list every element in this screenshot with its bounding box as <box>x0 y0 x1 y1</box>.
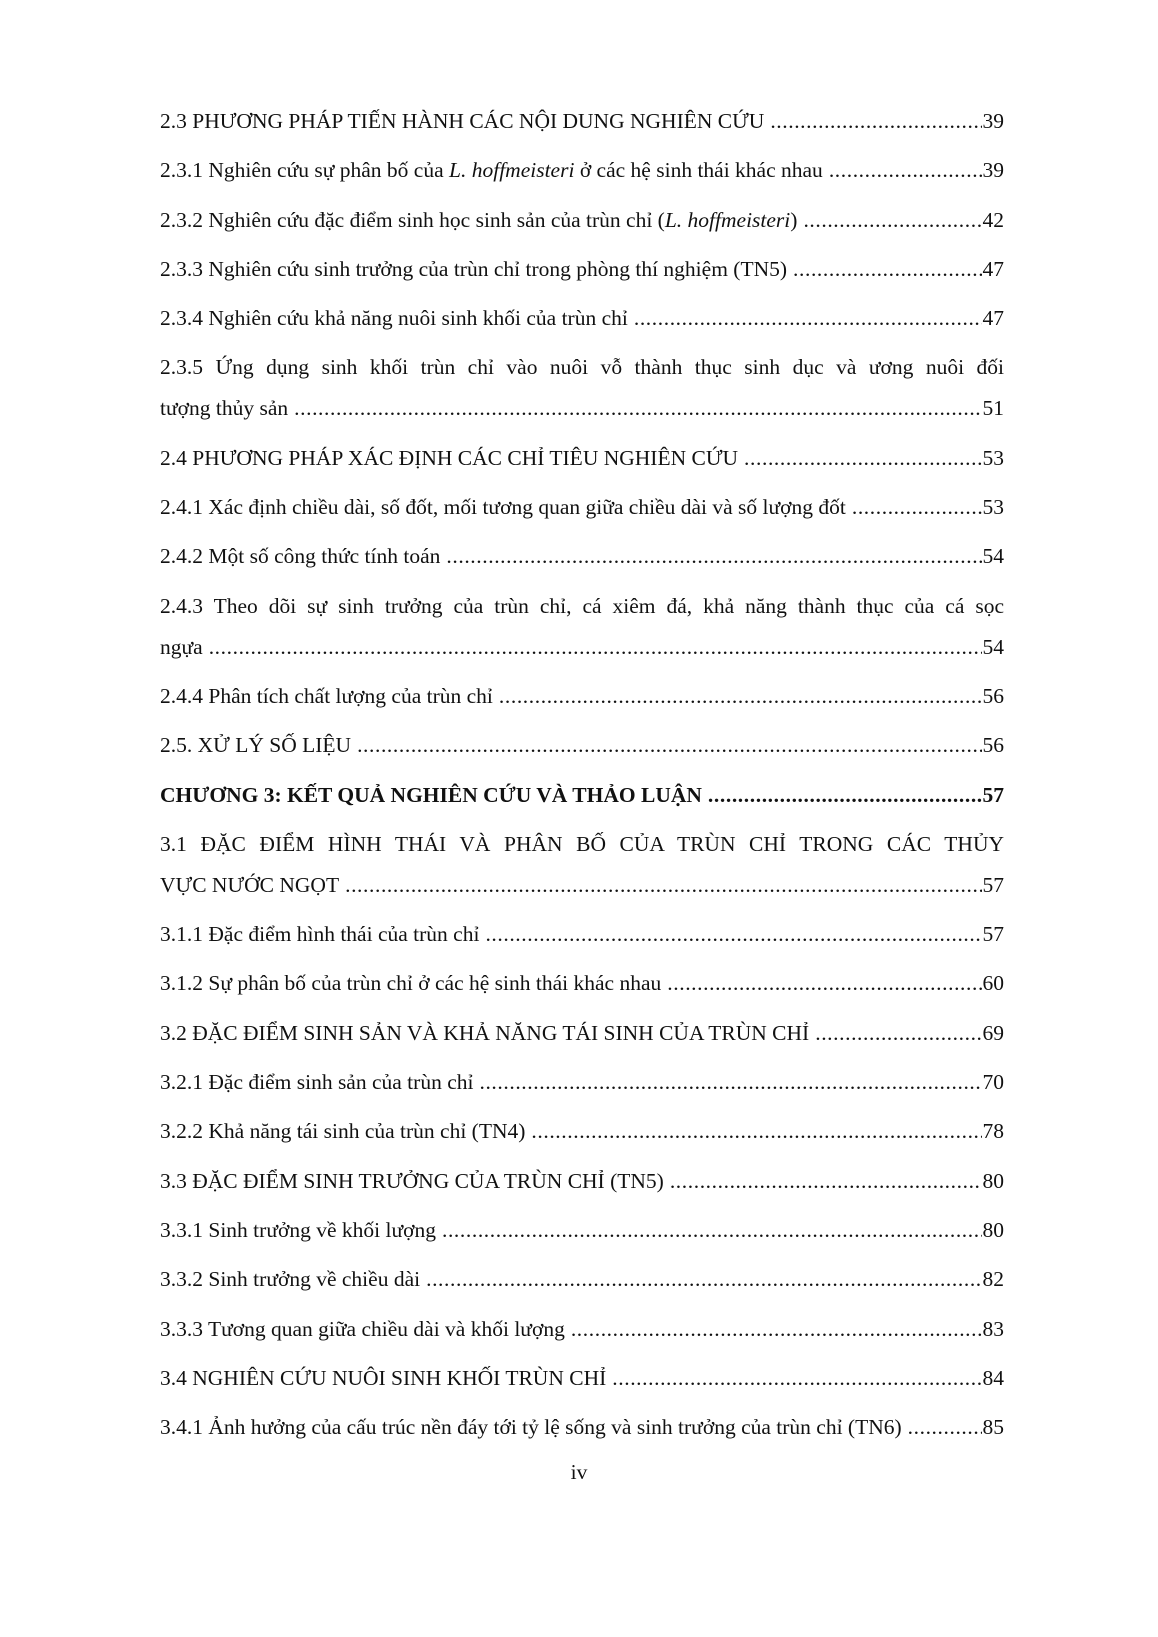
dot-leader <box>770 101 981 142</box>
dot-leader <box>803 200 981 241</box>
toc-entry-title <box>160 150 823 191</box>
toc-entry[interactable] <box>160 586 1004 668</box>
toc-page-number: 78 <box>982 1119 1004 1144</box>
toc-entry-title <box>160 725 351 766</box>
dot-leader <box>499 676 982 717</box>
title-text: 2.3.2 Nghiên cứu đặc điểm sinh học sinh sản của trùn chỉ ( <box>160 207 665 232</box>
toc-entry-title <box>160 627 203 668</box>
title-text: 3.3.3 Tương quan giữa chiều dài và khối lượng <box>160 1316 565 1341</box>
toc-entry-title-line: 2.3.5 Ứng dụng sinh khối trùn chỉ vào nuôi vỗ thành thục sinh dục và ương nuôi đối <box>160 355 1004 380</box>
title-text: tượng thủy sản <box>160 396 289 421</box>
toc-entry[interactable] <box>160 1111 1004 1152</box>
toc-entry-title <box>160 963 661 1004</box>
title-text: 3.2.2 Khả năng tái sinh của trùn chỉ (TN4) <box>160 1119 526 1144</box>
toc-page-number: 60 <box>982 971 1004 996</box>
toc-entry[interactable] <box>160 1407 1004 1448</box>
toc-entry[interactable] <box>160 1013 1004 1054</box>
toc-entry[interactable] <box>160 1309 1004 1350</box>
toc-entry[interactable] <box>160 824 1004 906</box>
toc-entry-title <box>160 865 339 906</box>
title-text: 2.3.3 Nghiên cứu sinh trưởng của trùn chỉ trong phòng thí nghiệm (TN5) <box>160 256 788 281</box>
title-text: CHƯƠNG 3: KẾT QUẢ NGHIÊN CỨU VÀ THẢO LUẬN <box>160 782 702 807</box>
title-text: VỰC NƯỚC NGỌT <box>160 872 340 897</box>
dot-leader <box>357 725 981 766</box>
toc-entry[interactable] <box>160 298 1004 339</box>
toc-entry[interactable] <box>160 1259 1004 1300</box>
title-text: 2.5. XỬ LÝ SỐ LIỆU <box>160 733 352 758</box>
toc-entry-title <box>160 1358 606 1399</box>
toc-page-number: 39 <box>982 158 1004 183</box>
toc-entry-title <box>160 775 702 816</box>
title-text: 2.3 PHƯƠNG PHÁP TIẾN HÀNH CÁC NỘI DUNG NGHIÊN CỨU <box>160 109 765 133</box>
dot-leader <box>670 1161 982 1202</box>
toc-entry-title <box>160 487 846 528</box>
toc-entry[interactable] <box>160 1161 1004 1202</box>
title-text: 2.4.2 Một số công thức tính toán <box>160 544 441 569</box>
toc-entry[interactable] <box>160 101 1004 142</box>
toc-entry-title <box>160 249 787 290</box>
toc-entry[interactable] <box>160 150 1004 191</box>
dot-leader <box>294 388 981 429</box>
toc-entry-title <box>160 1062 473 1103</box>
species-name: L. hoffmeisteri <box>664 207 791 232</box>
toc-page-number: 83 <box>982 1316 1004 1341</box>
toc-entry-title <box>160 1161 664 1202</box>
toc-page-number: 54 <box>982 634 1004 659</box>
toc-entry-title <box>160 1259 420 1300</box>
toc-page-number: 47 <box>982 306 1004 331</box>
toc-entry-title <box>160 101 764 142</box>
toc-page-number: 85 <box>982 1415 1004 1440</box>
dot-leader <box>829 150 982 191</box>
toc-entry[interactable] <box>160 914 1004 955</box>
dot-leader <box>744 438 981 479</box>
toc-entry-title <box>160 1407 902 1448</box>
dot-leader <box>531 1111 981 1152</box>
toc-entry-title <box>160 914 479 955</box>
toc-page-number: 53 <box>982 445 1004 470</box>
title-text: ở các hệ sinh thái khác nhau <box>574 158 823 183</box>
toc-page-number: 69 <box>982 1020 1004 1045</box>
dot-leader <box>793 249 981 290</box>
dot-leader <box>479 1062 981 1103</box>
title-text: 3.1.2 Sự phân bố của trùn chỉ ở các hệ sinh thái khác nhau <box>160 971 662 996</box>
page-number: iv <box>570 1460 588 1484</box>
toc-page-number: 56 <box>982 733 1004 758</box>
toc-entry-title <box>160 298 628 339</box>
dot-leader <box>852 487 982 528</box>
toc-entry-title <box>160 200 797 241</box>
dot-leader <box>446 536 981 577</box>
toc-page-number: 53 <box>982 495 1004 520</box>
title-text: 2.4 PHƯƠNG PHÁP XÁC ĐỊNH CÁC CHỈ TIÊU NGHIÊN CỨU <box>160 445 739 470</box>
toc-entry[interactable] <box>160 200 1004 241</box>
title-text: 3.3.1 Sinh trưởng về khối lượng <box>160 1217 436 1242</box>
title-text: 3.3 ĐẶC ĐIỂM SINH TRƯỞNG CỦA TRÙN CHỈ (TN5) <box>160 1168 664 1193</box>
title-text: 3.2.1 Đặc điểm sinh sản của trùn chỉ <box>160 1070 474 1095</box>
title-text: 3.2 ĐẶC ĐIỂM SINH SẢN VÀ KHẢ NĂNG TÁI SINH CỦA TRÙN CHỈ <box>160 1020 810 1045</box>
dot-leader <box>908 1407 982 1448</box>
toc-page-number: 82 <box>982 1267 1004 1292</box>
title-text: ) <box>790 207 798 232</box>
toc-entry-title <box>160 676 493 717</box>
title-text: 3.1.1 Đặc điểm hình thái của trùn chỉ <box>160 922 480 947</box>
toc-page-number: 39 <box>982 109 1004 133</box>
toc-entry-title <box>160 438 738 479</box>
toc-page-number: 54 <box>982 544 1004 569</box>
toc-page-number: 57 <box>982 872 1004 897</box>
toc-page-number: 84 <box>982 1365 1004 1390</box>
toc-page-number: 51 <box>982 396 1004 421</box>
toc-entry-title <box>160 388 288 429</box>
toc-entry-title <box>160 1309 565 1350</box>
toc-entry[interactable] <box>160 725 1004 766</box>
dot-leader <box>571 1309 982 1350</box>
dot-leader <box>426 1259 981 1300</box>
toc-page-number: 80 <box>982 1217 1004 1242</box>
toc-entry-title <box>160 536 440 577</box>
toc-entry[interactable] <box>160 1210 1004 1251</box>
toc-page-number: 57 <box>982 922 1004 947</box>
title-text: 3.4 NGHIÊN CỨU NUÔI SINH KHỐI TRÙN CHỈ <box>160 1365 607 1390</box>
toc-entry-title-line: 3.1 ĐẶC ĐIỂM HÌNH THÁI VÀ PHÂN BỐ CỦA TRÙN CHỈ TRONG CÁC THỦY <box>160 831 1004 856</box>
toc-page-number: 56 <box>982 683 1004 708</box>
dot-leader <box>345 865 981 906</box>
dot-leader <box>485 914 981 955</box>
toc-entry-title-line: 2.4.3 Theo dõi sự sinh trưởng của trùn chỉ, cá xiêm đá, khả năng thành thục của cá sọc <box>160 593 1004 618</box>
table-of-contents <box>160 101 1004 1456</box>
toc-entry[interactable] <box>160 487 1004 528</box>
title-text: 2.4.1 Xác định chiều dài, số đốt, mối tương quan giữa chiều dài và số lượng đốt <box>160 495 846 520</box>
toc-entry[interactable] <box>160 1062 1004 1103</box>
toc-entry[interactable] <box>160 438 1004 479</box>
toc-page-number: 80 <box>982 1168 1004 1193</box>
dot-leader <box>667 963 981 1004</box>
toc-page-number: 57 <box>982 782 1004 807</box>
dot-leader <box>612 1358 981 1399</box>
toc-entry[interactable] <box>160 676 1004 717</box>
toc-page-number: 47 <box>982 256 1004 281</box>
dot-leader <box>209 627 982 668</box>
title-text: 3.3.2 Sinh trưởng về chiều dài <box>160 1267 421 1292</box>
dot-leader <box>634 298 982 339</box>
toc-page-number: 42 <box>982 207 1004 232</box>
species-name: L. hoffmeisteri <box>449 158 575 183</box>
toc-page-number: 70 <box>982 1070 1004 1095</box>
toc-entry-title <box>160 1111 525 1152</box>
dot-leader <box>815 1013 981 1054</box>
title-text: 2.4.4 Phân tích chất lượng của trùn chỉ <box>160 683 493 708</box>
title-text: 3.4.1 Ảnh hưởng của cấu trúc nền đáy tới tỷ lệ sống và sinh trưởng của trùn chỉ (TN6) <box>160 1415 902 1440</box>
title-text: 2.3.1 Nghiên cứu sự phân bố của <box>160 158 450 183</box>
dot-leader <box>442 1210 982 1251</box>
dot-leader <box>708 775 982 816</box>
toc-entry-title <box>160 1210 436 1251</box>
title-text: ngựa <box>160 634 203 659</box>
toc-entry[interactable] <box>160 963 1004 1004</box>
toc-entry[interactable] <box>160 249 1004 290</box>
title-text: 2.3.4 Nghiên cứu khả năng nuôi sinh khối của trùn chỉ <box>160 306 628 331</box>
toc-entry[interactable] <box>160 347 1004 429</box>
toc-entry[interactable] <box>160 536 1004 577</box>
toc-entry[interactable] <box>160 775 1004 816</box>
toc-entry[interactable] <box>160 1358 1004 1399</box>
toc-entry-title <box>160 1013 809 1054</box>
